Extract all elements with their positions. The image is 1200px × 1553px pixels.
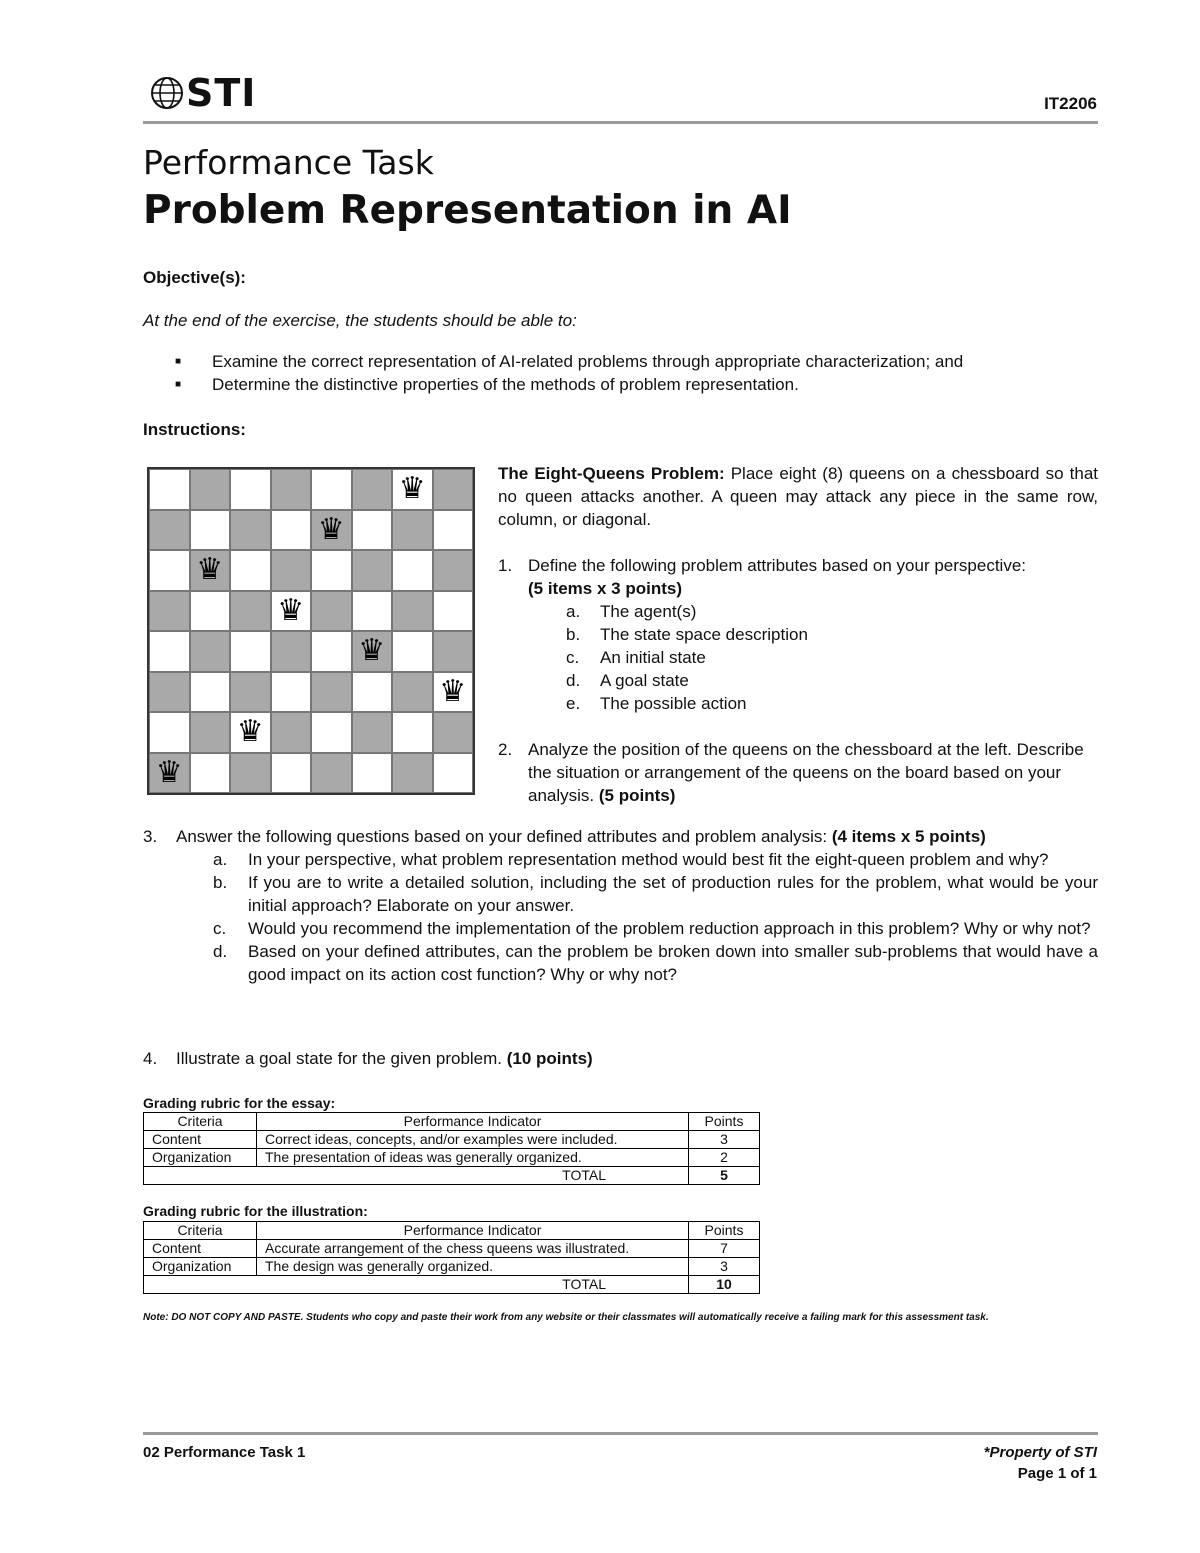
- question-3: [143, 825, 1098, 986]
- question-text: Illustrate a goal state for the given problem.: [176, 1049, 507, 1068]
- item-text: A goal state: [600, 671, 689, 690]
- table-cell: Organization: [144, 1258, 257, 1276]
- queen-icon: ♛: [196, 552, 224, 588]
- item-letter: c.: [566, 648, 580, 667]
- board-square: [271, 550, 312, 591]
- board-square: [392, 712, 433, 753]
- board-square: [230, 631, 271, 672]
- table-cell: 3: [689, 1258, 760, 1276]
- table-cell: 3: [689, 1131, 760, 1149]
- board-square: [433, 753, 474, 794]
- item-letter: c.: [213, 919, 227, 938]
- board-square: [190, 550, 231, 591]
- item-text: The possible action: [600, 694, 747, 713]
- queen-icon: ♛: [317, 511, 345, 547]
- question-number: 4.: [143, 1049, 158, 1068]
- item-letter: d.: [566, 671, 581, 690]
- globe-icon: [150, 76, 184, 110]
- question-points: (10 points): [506, 1049, 593, 1068]
- board-square: [392, 753, 433, 794]
- board-square: [230, 712, 271, 753]
- board-square: [271, 510, 312, 551]
- header-divider: [143, 121, 1098, 124]
- board-square: [271, 672, 312, 713]
- question-2: [498, 738, 1098, 807]
- queen-icon: ♛: [398, 471, 426, 507]
- list-item: [566, 646, 1026, 669]
- table-row: [144, 1149, 760, 1167]
- page-title: Problem Representation in AI: [143, 188, 792, 233]
- chessboard: [147, 467, 475, 795]
- board-square: [190, 510, 231, 551]
- list-item: [175, 373, 963, 396]
- board-square: [190, 753, 231, 794]
- board-square: [311, 469, 352, 510]
- board-square: [230, 672, 271, 713]
- board-square: [352, 631, 393, 672]
- table-total-row: [144, 1276, 760, 1294]
- item-text: An initial state: [600, 648, 706, 667]
- question-number: 2.: [498, 740, 513, 759]
- column-header: Criteria: [144, 1113, 257, 1131]
- footer-doc-name: 02 Performance Task 1: [143, 1444, 306, 1461]
- queen-icon: ♛: [439, 673, 467, 709]
- table-cell: Content: [144, 1240, 257, 1258]
- board-square: [311, 631, 352, 672]
- table-row: [144, 1240, 760, 1258]
- board-square: [392, 631, 433, 672]
- question-list: [213, 848, 1098, 986]
- instructions-heading: Instructions:: [143, 420, 246, 439]
- board-square: [392, 469, 433, 510]
- board-square: [271, 712, 312, 753]
- total-label: TOTAL: [144, 1167, 689, 1185]
- board-square: [352, 591, 393, 632]
- board-square: [230, 591, 271, 632]
- board-square: [190, 591, 231, 632]
- column-header: Performance Indicator: [257, 1113, 689, 1131]
- question-points: (5 points): [598, 786, 676, 805]
- table-cell: Correct ideas, concepts, and/or examples were included.: [257, 1131, 689, 1149]
- board-square: [352, 510, 393, 551]
- board-square: [230, 469, 271, 510]
- board-square: [433, 672, 474, 713]
- item-text: The agent(s): [600, 602, 697, 621]
- item-letter: e.: [566, 694, 581, 713]
- queen-icon: ♛: [358, 633, 386, 669]
- table-cell: 7: [689, 1240, 760, 1258]
- table-cell: Content: [144, 1131, 257, 1149]
- question-text: Define the following problem attributes based on your perspective:: [528, 556, 1027, 575]
- question-text: Analyze the position of the queens on the chessboard at the left. Describe the situation or arrangement of the queens on the board based on your analysis.: [528, 740, 1084, 805]
- board-square: [433, 591, 474, 632]
- list-item: [566, 692, 1026, 715]
- item-letter: b.: [213, 873, 228, 892]
- table-cell: Organization: [144, 1149, 257, 1167]
- bullet-icon: ■: [175, 356, 182, 367]
- item-text: If you are to write a detailed solution, including the set of production rules for the problem, what would be your initial approach? Elaborate on your answer.: [248, 873, 1098, 915]
- table-row: [144, 1131, 760, 1149]
- column-header: Performance Indicator: [257, 1222, 689, 1240]
- board-square: [149, 591, 190, 632]
- board-square: [230, 550, 271, 591]
- board-square: [149, 712, 190, 753]
- objective-text: Determine the distinctive properties of the methods of problem representation.: [212, 375, 799, 394]
- board-square: [149, 672, 190, 713]
- list-item: [175, 350, 963, 373]
- board-square: [190, 672, 231, 713]
- item-letter: a.: [213, 850, 228, 869]
- objectives-heading: Objective(s):: [143, 268, 246, 287]
- question-text: Answer the following questions based on your defined attributes and problem analysis:: [176, 827, 832, 846]
- board-square: [433, 631, 474, 672]
- rubric-essay-table: [143, 1112, 760, 1185]
- problem-text: Place eight (8) queens on a chessboard so that no queen attacks another. A queen may attack any piece in the same row, column, or diagonal.: [498, 464, 1098, 529]
- problem-label: The Eight-Queens Problem:: [498, 464, 725, 483]
- board-square: [149, 753, 190, 794]
- footer-property: *Property of STI: [983, 1444, 1097, 1461]
- board-square: [392, 550, 433, 591]
- board-square: [149, 510, 190, 551]
- item-letter: d.: [213, 942, 228, 961]
- list-item: [213, 917, 1098, 940]
- page-kicker: Performance Task: [143, 143, 434, 182]
- attribute-list: [566, 600, 1026, 715]
- board-square: [190, 631, 231, 672]
- table-cell: 2: [689, 1149, 760, 1167]
- objective-text: Examine the correct representation of AI-related problems through appropriate characterization; and: [212, 352, 964, 371]
- board-square: [149, 631, 190, 672]
- table-header-row: [144, 1113, 760, 1131]
- item-text: In your perspective, what problem representation method would best fit the eight-queen problem and why?: [248, 850, 1049, 869]
- board-square: [271, 753, 312, 794]
- footer-page-number: Page 1 of 1: [1017, 1465, 1097, 1482]
- board-square: [271, 591, 312, 632]
- rubric-essay-caption: Grading rubric for the essay:: [143, 1095, 336, 1111]
- table-cell: The design was generally organized.: [257, 1258, 689, 1276]
- board-square: [352, 469, 393, 510]
- board-square: [271, 631, 312, 672]
- table-cell: The presentation of ideas was generally organized.: [257, 1149, 689, 1167]
- list-item: [213, 848, 1098, 871]
- board-square: [311, 753, 352, 794]
- board-square: [190, 469, 231, 510]
- question-number: 3.: [143, 827, 158, 846]
- problem-description: [498, 462, 1098, 807]
- board-square: [149, 550, 190, 591]
- list-item: [566, 600, 1026, 623]
- board-square: [190, 712, 231, 753]
- board-square: [352, 672, 393, 713]
- board-square: [311, 510, 352, 551]
- question-1: [498, 554, 1098, 715]
- queen-icon: ♛: [155, 754, 183, 790]
- board-square: [433, 712, 474, 753]
- table-cell: Accurate arrangement of the chess queens was illustrated.: [257, 1240, 689, 1258]
- list-item: [213, 940, 1098, 986]
- objectives-intro: At the end of the exercise, the students should be able to:: [143, 311, 577, 330]
- bullet-icon: ■: [175, 379, 182, 390]
- board-square: [230, 753, 271, 794]
- total-value: 5: [689, 1167, 760, 1185]
- footer-divider: [143, 1432, 1098, 1435]
- board-square: [433, 469, 474, 510]
- sti-logo: [150, 70, 256, 116]
- rubric-illustration-table: [143, 1221, 760, 1294]
- column-header: Points: [689, 1113, 760, 1131]
- board-square: [311, 550, 352, 591]
- board-square: [311, 672, 352, 713]
- item-text: Would you recommend the implementation of the problem reduction approach in this problem? Why or why not?: [248, 919, 1091, 938]
- board-square: [352, 712, 393, 753]
- list-item: [566, 669, 1026, 692]
- board-square: [271, 469, 312, 510]
- question-points: (4 items x 5 points): [831, 827, 986, 846]
- board-square: [433, 510, 474, 551]
- question-number: 1.: [498, 556, 513, 575]
- column-header: Criteria: [144, 1222, 257, 1240]
- item-text: Based on your defined attributes, can the problem be broken down into smaller sub-problems that would have a good impact on its action cost function? Why or why not?: [248, 942, 1098, 984]
- table-total-row: [144, 1167, 760, 1185]
- rubric-illustration-caption: Grading rubric for the illustration:: [143, 1203, 368, 1219]
- course-code: IT2206: [1044, 94, 1097, 113]
- board-square: [352, 753, 393, 794]
- queen-icon: ♛: [277, 592, 305, 628]
- table-header-row: [144, 1222, 760, 1240]
- board-square: [230, 510, 271, 551]
- queen-icon: ♛: [236, 714, 264, 750]
- total-label: TOTAL: [144, 1276, 689, 1294]
- logo-text: STI: [186, 71, 257, 115]
- table-row: [144, 1258, 760, 1276]
- objectives-list: [175, 350, 963, 396]
- item-letter: a.: [566, 602, 581, 621]
- board-square: [311, 591, 352, 632]
- board-square: [433, 550, 474, 591]
- item-text: The state space description: [600, 625, 808, 644]
- board-square: [352, 550, 393, 591]
- board-square: [311, 712, 352, 753]
- board-square: [149, 469, 190, 510]
- list-item: [566, 623, 1026, 646]
- question-4: [143, 1049, 593, 1069]
- board-square: [392, 510, 433, 551]
- question-points: (5 items x 3 points): [528, 579, 682, 598]
- item-letter: b.: [566, 625, 581, 644]
- column-header: Points: [689, 1222, 760, 1240]
- list-item: [213, 871, 1098, 917]
- copy-paste-note: Note: DO NOT COPY AND PASTE. Students who copy and paste their work from any website or their classmates will automatically receive a failing mark for this assessment task.: [143, 1312, 989, 1323]
- board-square: [392, 591, 433, 632]
- board-square: [392, 672, 433, 713]
- total-value: 10: [689, 1276, 760, 1294]
